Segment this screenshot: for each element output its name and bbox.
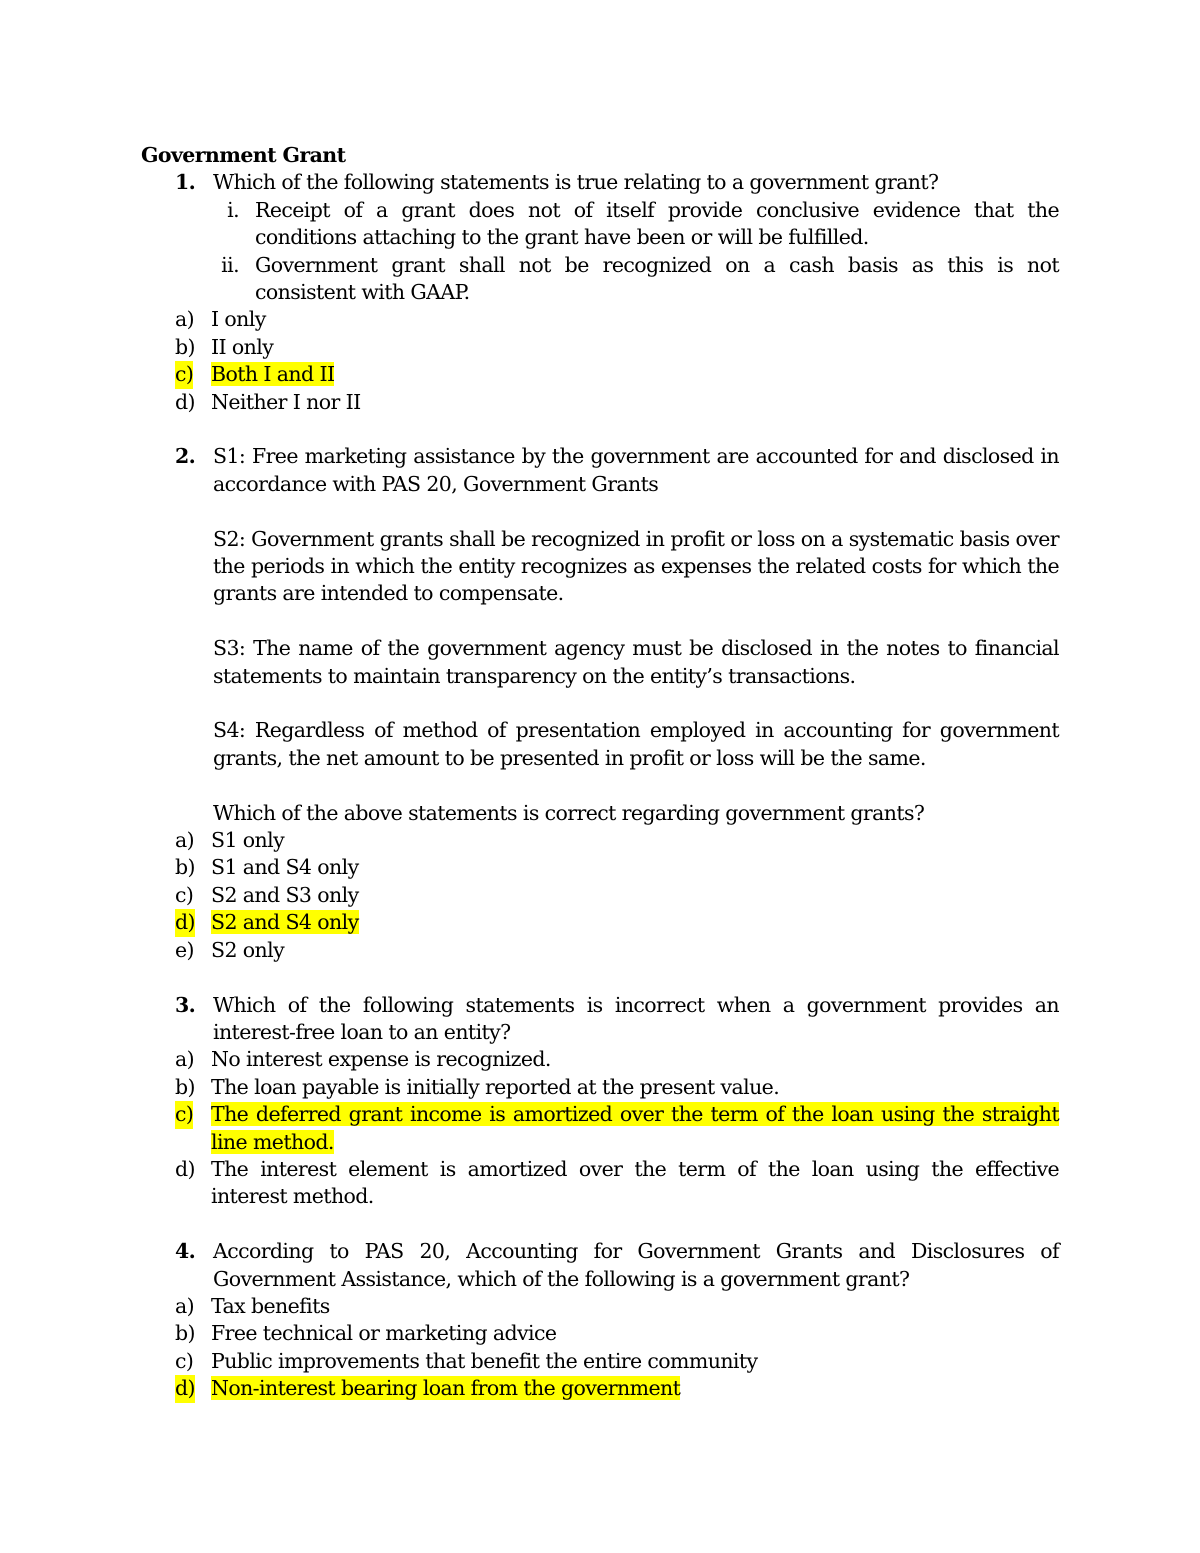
- option-text: S1 only: [211, 828, 285, 853]
- option-letter: c): [175, 1348, 194, 1373]
- option-text: Tax benefits: [211, 1293, 330, 1318]
- option-letter: b): [175, 1074, 195, 1099]
- option-letter: c): [175, 361, 193, 388]
- option-text: S2 and S3 only: [211, 882, 359, 907]
- option-text: The deferred grant income is amortized over the term of the loan using the straight line method.: [211, 1102, 1059, 1154]
- option-text-wrap: [211, 1101, 1059, 1156]
- question-4: [141, 1238, 1059, 1293]
- option-letter: d): [175, 1375, 195, 1402]
- question-2: [141, 443, 1059, 827]
- question-number: 2.: [175, 444, 196, 469]
- option-item-answer: [141, 1375, 1059, 1402]
- option-item-answer: [141, 1101, 1059, 1156]
- statement-ii: [213, 252, 1059, 307]
- option-letter: d): [175, 1156, 195, 1181]
- option-letter: b): [175, 1321, 195, 1346]
- option-letter: d): [175, 909, 195, 936]
- option-letter: c): [175, 1101, 193, 1128]
- option-letter: a): [175, 1293, 195, 1318]
- option-item: [141, 854, 1059, 881]
- option-item: [141, 937, 1059, 964]
- statement-i: [213, 197, 1059, 252]
- page-title: Government Grant: [141, 143, 346, 167]
- option-item: [141, 389, 1059, 416]
- statement-text: Receipt of a grant does not of itself provide conclusive evidence that the conditions attaching to the grant have been or will be fulfilled.: [255, 197, 1059, 250]
- option-item-answer: [141, 361, 1059, 388]
- option-text: No interest expense is recognized.: [211, 1047, 551, 1072]
- option-letter: e): [175, 937, 194, 962]
- option-text: II only: [211, 334, 274, 359]
- question-text: Which of the following statements is true relating to a government grant?: [213, 170, 939, 195]
- option-item: [141, 1293, 1059, 1320]
- question-number: 1.: [175, 170, 196, 195]
- statement-s4: S4: Regardless of method of presentation employed in accounting for government grants, the net amount to be presented in profit or loss will be the same.: [213, 718, 1059, 770]
- document-content: [141, 142, 1059, 1403]
- option-item: [141, 1320, 1059, 1347]
- option-text: Non-interest bearing loan from the government: [211, 1376, 681, 1401]
- statement-s3: S3: The name of the government agency must be disclosed in the notes to financial statements to maintain transparency on the entity’s transactions.: [213, 636, 1059, 688]
- option-item: [141, 827, 1059, 854]
- option-item: [141, 1046, 1059, 1073]
- option-letter: c): [175, 882, 194, 907]
- option-item-answer: [141, 909, 1059, 936]
- option-text: I only: [211, 307, 266, 332]
- question-1: [141, 169, 1059, 306]
- statement-s2: S2: Government grants shall be recognized in profit or loss on a systematic basis over the periods in which the entity recognizes as expenses the related costs for which the grants are intended to compensate.: [213, 526, 1059, 606]
- question-3: [141, 992, 1059, 1047]
- question-number: 3.: [175, 992, 196, 1017]
- option-text: Free technical or marketing advice: [211, 1321, 557, 1346]
- statement-text: Government grant shall not be recognized on a cash basis as this is not consistent with GAAP.: [255, 252, 1059, 305]
- option-letter: a): [175, 828, 195, 853]
- option-item: [141, 306, 1059, 333]
- option-item: [141, 1156, 1059, 1211]
- statement-number: ii.: [221, 252, 239, 277]
- option-letter: a): [175, 1047, 195, 1072]
- option-item: [141, 882, 1059, 909]
- question-text: Which of the above statements is correct regarding government grants?: [213, 800, 925, 825]
- option-text: Neither I nor II: [211, 389, 361, 414]
- option-text: The loan payable is initially reported at the present value.: [211, 1074, 780, 1099]
- option-text: S1 and S4 only: [211, 855, 359, 880]
- question-text: According to PAS 20, Accounting for Government Grants and Disclosures of Government Assistance, which of the following is a government grant?: [213, 1239, 1059, 1291]
- option-letter: a): [175, 307, 195, 332]
- option-letter: b): [175, 334, 195, 359]
- option-text: Both I and II: [211, 362, 335, 387]
- statement-s1: S1: Free marketing assistance by the government are accounted for and disclosed in accordance with PAS 20, Government Grants: [213, 444, 1059, 496]
- option-text: S2 only: [211, 937, 285, 962]
- statement-number: i.: [227, 197, 239, 222]
- option-letter: d): [175, 389, 195, 414]
- option-item: [141, 334, 1059, 361]
- option-letter: b): [175, 855, 195, 880]
- option-text: The interest element is amortized over the term of the loan using the effective interest method.: [211, 1156, 1059, 1209]
- option-text: Public improvements that benefit the entire community: [211, 1348, 758, 1373]
- option-text: S2 and S4 only: [211, 910, 359, 935]
- question-text: Which of the following statements is incorrect when a government provides an interest-free loan to an entity?: [213, 992, 1059, 1044]
- option-item: [141, 1348, 1059, 1375]
- question-number: 4.: [175, 1239, 196, 1264]
- option-item: [141, 1074, 1059, 1101]
